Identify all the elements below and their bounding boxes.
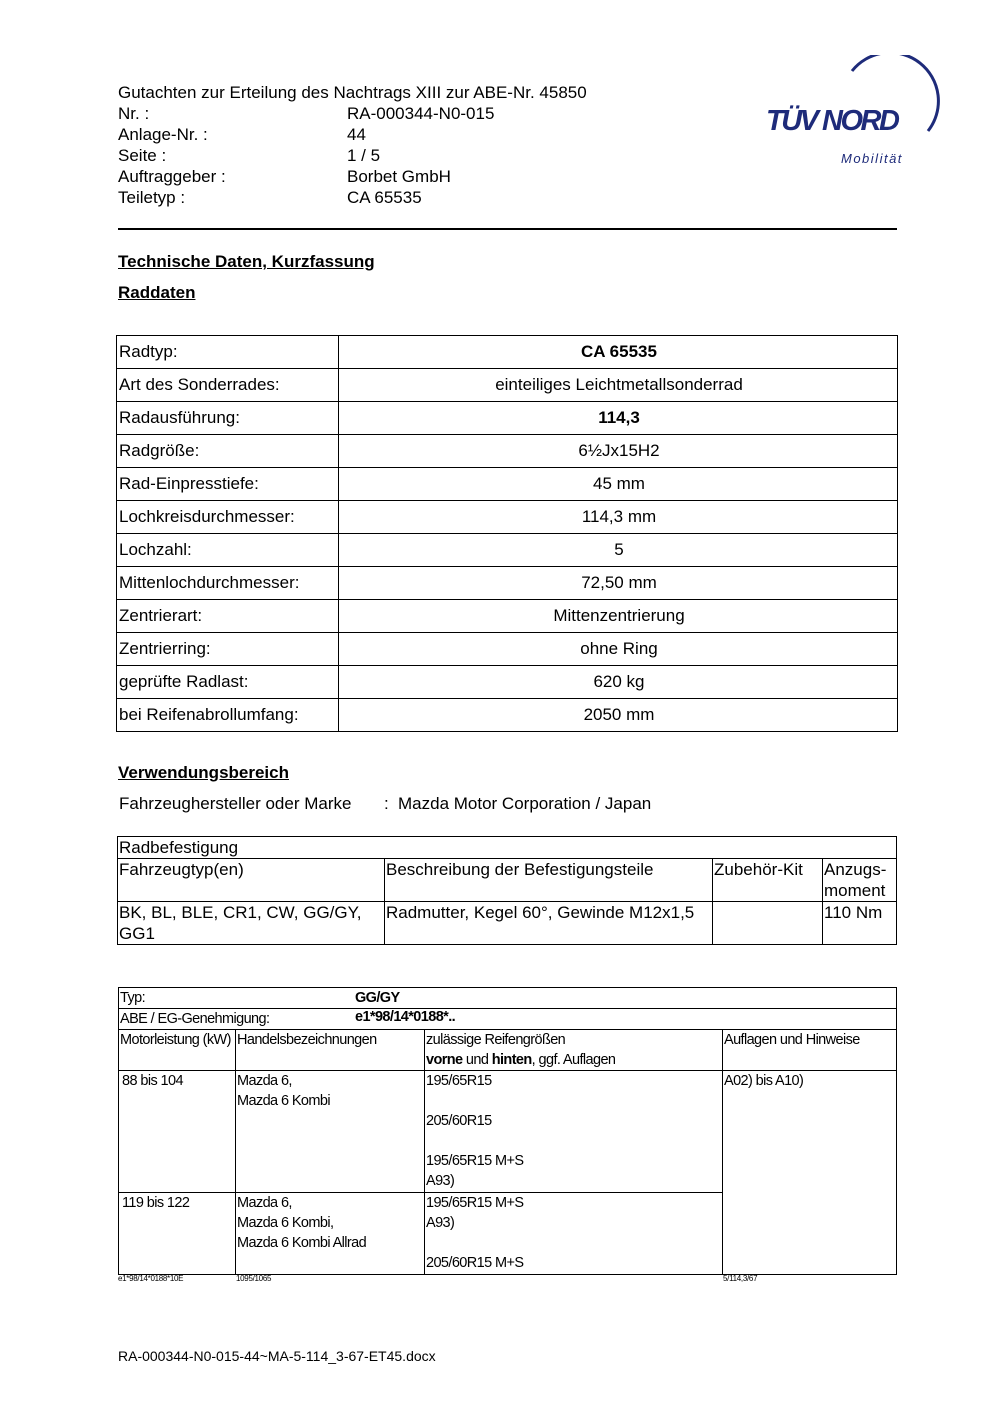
motor-value: 88 bis 104 [122,1073,183,1089]
reifen-line: 205/60R15 M+S [426,1255,524,1271]
table-cell [713,902,823,945]
reifen-line: 195/65R15 M+S [426,1153,524,1169]
column-header-reifen [425,1030,723,1071]
column-header-auflagen: Auflagen und Hinweise [723,1030,897,1071]
header-label: Nr. : [118,104,150,123]
row-label: Lochzahl: [117,534,339,567]
tuev-nord-logo [760,55,945,175]
header-row [118,187,678,208]
abe-label: ABE / EG-Genehmigung: [120,1011,270,1027]
abe-row [119,1009,897,1030]
header-label: Auftraggeber : [118,167,226,186]
handel-line: Mazda 6, [237,1073,292,1089]
header-value: 44 [347,125,366,144]
table-row [118,902,897,945]
row-value: 5 [339,534,898,567]
table-row [117,600,898,633]
header-row [118,124,678,145]
logo-brand: TÜV NORD [766,105,898,137]
row-label: Zentrierring: [117,633,339,666]
row-value: Mittenzentrierung [339,600,898,633]
table-row [117,501,898,534]
column-header-motor: Motorleistung (kW) [119,1030,236,1071]
reifen-header-line2 [426,1050,722,1070]
row-value: 2050 mm [339,699,898,732]
radbefestigung-table [117,836,897,945]
motor-cell [119,1193,236,1275]
handel-cell [236,1071,425,1193]
table-row [119,1030,897,1071]
reifen-cell [425,1071,723,1193]
document-title: Gutachten zur Erteilung des Nachtrags XIII zur ABE-Nr. 45850 [118,83,587,102]
reifen-line [426,1131,722,1151]
reifen-line: 205/60R15 [426,1113,492,1129]
reifen-line: 195/65R15 [426,1073,492,1089]
motor-value: 119 bis 122 [122,1195,190,1211]
motor-cell [119,1071,236,1193]
row-value: 114,3 [339,402,898,435]
row-label: Lochkreisdurchmesser: [117,501,339,534]
reifen-line: 195/65R15 M+S [426,1195,524,1211]
hersteller-separator: : [384,794,389,813]
row-label: bei Reifenabrollumfang: [117,699,339,732]
header-row [118,103,678,124]
row-value: einteiliges Leichtmetallsonderrad [339,369,898,402]
table-row [117,468,898,501]
reifen-cell [425,1193,723,1275]
row-label: Radgröße: [117,435,339,468]
reifen-line [426,1233,722,1253]
header-label: Anlage-Nr. : [118,125,208,144]
logo-sub: Mobilität [841,151,903,166]
typ-footer-right: 5/114,3/67 [723,1274,758,1283]
reifen-header-line1: zulässige Reifengrößen [426,1032,566,1048]
reifen-header-vorne: vorne [426,1052,463,1068]
header-row [118,145,678,166]
row-label: Radtyp: [117,336,339,369]
handel-cell [236,1193,425,1275]
header-row [118,166,678,187]
table-row [117,699,898,732]
reifen-line: A93) [426,1215,455,1231]
auflagen-cell: A02) bis A10) [723,1071,897,1275]
reifen-header-hinten: hinten [491,1052,532,1068]
reifen-line [426,1091,722,1111]
table-row [117,633,898,666]
table-row [117,402,898,435]
reifen-header-und: und [462,1052,492,1068]
section-heading-raddaten: Raddaten [118,283,196,302]
header-value: RA-000344-N0-015 [347,104,495,123]
table-row [117,666,898,699]
handel-line: Mazda 6 Kombi [237,1093,330,1109]
table-row [117,435,898,468]
typ-value: GG/GY [355,990,400,1006]
table-cell: BK, BL, BLE, CR1, CW, GG/GY, GG1 [118,902,385,945]
handel-line: Mazda 6 Kombi Allrad [237,1235,367,1251]
table-row [119,1009,897,1030]
radbefestigung-title: Radbefestigung [118,837,897,859]
header-value: 1 / 5 [347,146,381,165]
row-value: 114,3 mm [339,501,898,534]
row-value: 72,50 mm [339,567,898,600]
typ-label: Typ: [120,990,145,1006]
table-row [117,369,898,402]
row-value: ohne Ring [339,633,898,666]
typ-footer-mid: 1095/1065 [236,1274,272,1283]
section-heading-verwendung: Verwendungsbereich [118,763,289,782]
row-value: 45 mm [339,468,898,501]
row-label: Zentrierart: [117,600,339,633]
table-row [117,567,898,600]
table-row [118,837,897,859]
row-value: CA 65535 [339,336,898,369]
column-header: Beschreibung der Befestigungsteile [385,859,713,902]
hersteller-value: Mazda Motor Corporation / Japan [398,794,652,813]
row-label: Mittenlochdurchmesser: [117,567,339,600]
header-value: CA 65535 [347,188,422,207]
section-heading-tech: Technische Daten, Kurzfassung [118,252,375,271]
column-header-handel: Handelsbezeichnungen [236,1030,425,1071]
row-label: geprüfte Radlast: [117,666,339,699]
column-header: Zubehör-Kit [713,859,823,902]
reifen-header-auflagen: , ggf. Auflagen [531,1052,616,1068]
row-value: 6½Jx15H2 [339,435,898,468]
table-cell: 110 Nm [823,902,897,945]
handel-line: Mazda 6 Kombi, [237,1215,334,1231]
header-label: Teiletyp : [118,188,186,207]
table-cell: Radmutter, Kegel 60°, Gewinde M12x1,5 [385,902,713,945]
table-row [119,988,897,1009]
row-label: Radausführung: [117,402,339,435]
header-value: Borbet GmbH [347,167,451,186]
typ-row [119,988,897,1009]
document-header [118,82,678,212]
table-row [118,859,897,902]
handel-line: Mazda 6, [237,1195,292,1211]
row-label: Rad-Einpresstiefe: [117,468,339,501]
table-row [117,534,898,567]
reifen-line: A93) [426,1173,455,1189]
typ-table [118,987,897,1275]
table-row [119,1071,897,1193]
hersteller-line [119,794,719,816]
table-row [117,336,898,369]
header-divider [118,228,897,230]
column-header: Fahrzeugtyp(en) [118,859,385,902]
column-header: Anzugs-moment [823,859,897,902]
header-label: Seite : [118,146,167,165]
raddaten-table [116,335,898,732]
abe-value: e1*98/14*0188*.. [355,1009,456,1025]
typ-footer-left: e1*98/14*0188*10E [118,1274,184,1283]
hersteller-label: Fahrzeughersteller oder Marke [119,794,352,813]
document-filename: RA-000344-N0-015-44~MA-5-114_3-67-ET45.docx [118,1348,436,1364]
row-value: 620 kg [339,666,898,699]
row-label: Art des Sonderrades: [117,369,339,402]
